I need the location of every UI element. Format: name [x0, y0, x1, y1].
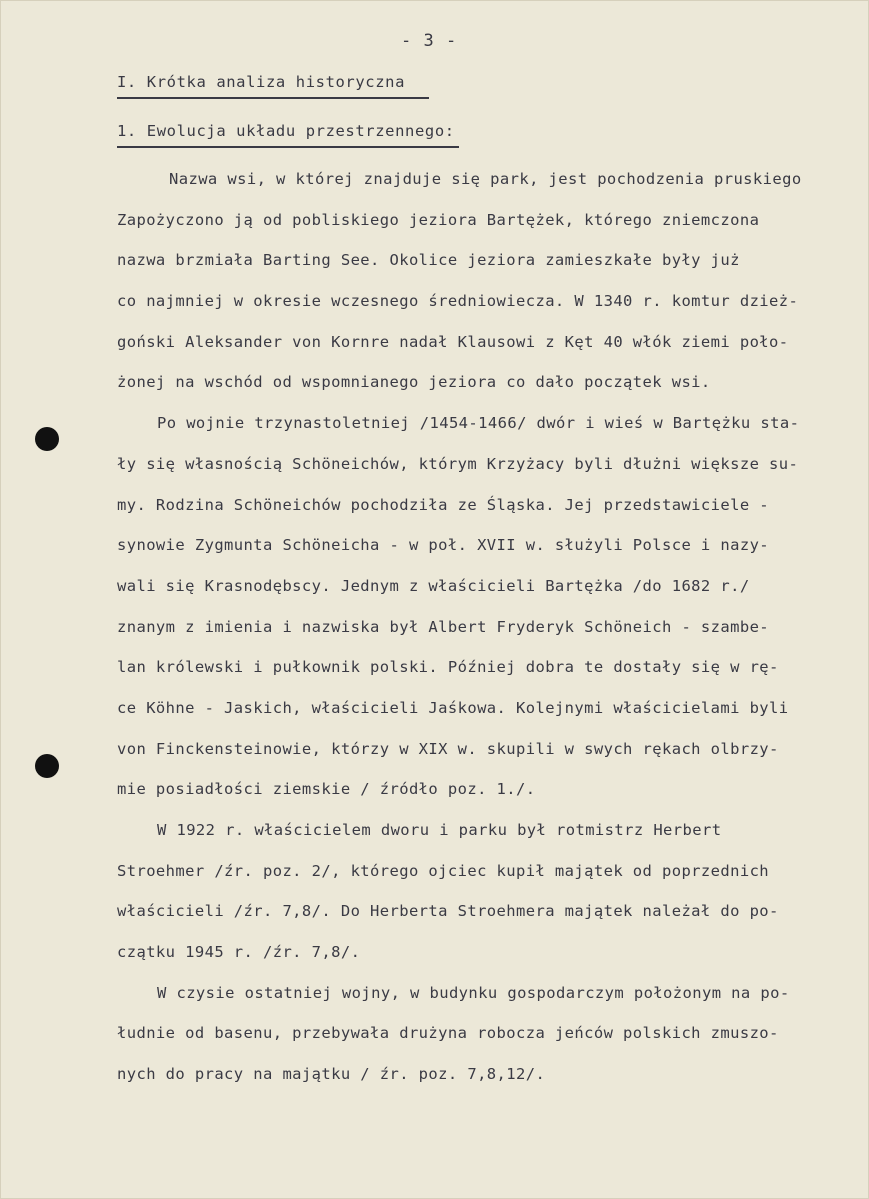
punch-hole [35, 427, 59, 451]
subsection-title: 1. Ewolucja układu przestrzennego: [117, 122, 459, 148]
text-line: żonej na wschód od wspomnianego jeziora co dało początek wsi. [117, 373, 711, 392]
text-line: ce Köhne - Jaskich, właścicieli Jaśkowa. Kolejnymi właścicielami byli [117, 698, 789, 717]
document-body [117, 159, 847, 1095]
text-line: Stroehmer /źr. poz. 2/, którego ojciec kupił majątek od poprzednich [117, 861, 770, 880]
text-line: co najmniej w okresie wczesnego średniowiecza. W 1340 r. komtur dzież- [117, 292, 799, 311]
paragraph [117, 973, 847, 1095]
section-title: I. Krótka analiza historyczna [117, 73, 429, 99]
paragraph [117, 810, 847, 973]
text-line: czątku 1945 r. /źr. 7,8/. [117, 943, 361, 962]
text-line: wali się Krasnodębscy. Jednym z właścicieli Bartężka /do 1682 r./ [117, 576, 750, 595]
text-line: nazwa brzmiała Barting See. Okolice jeziora zamieszkałe były już [117, 251, 740, 270]
text-line: my. Rodzina Schöneichów pochodziła ze Śląska. Jej przedstawiciele - [117, 495, 770, 514]
text-line: W 1922 r. właścicielem dworu i parku był rotmistrz Herbert [157, 821, 722, 839]
text-line: von Finckensteinowie, którzy w XIX w. skupili w swych rękach olbrzy- [117, 739, 779, 758]
text-line: nych do pracy na majątku / źr. poz. 7,8,12/. [117, 1065, 546, 1084]
text-line: goński Aleksander von Kornre nadał Klausowi z Kęt 40 włók ziemi poło- [117, 332, 789, 351]
text-line: ły się własnością Schöneichów, którym Krzyżacy byli dłużni większe su- [117, 454, 799, 473]
text-line: mie posiadłości ziemskie / źródło poz. 1./. [117, 780, 536, 799]
text-line: Nazwa wsi, w której znajduje się park, jest pochodzenia pruskiego [169, 170, 802, 188]
paragraph [117, 403, 847, 810]
text-line: Po wojnie trzynastoletniej /1454-1466/ dwór i wieś w Bartężku sta- [157, 414, 800, 433]
text-line: W czysie ostatniej wojny, w budynku gospodarczym położonym na po- [157, 983, 790, 1002]
text-line: synowie Zygmunta Schöneicha - w poł. XVII w. służyli Polsce i nazy- [117, 536, 770, 555]
text-line: łudnie od basenu, przebywała drużyna robocza jeńców polskich zmuszo- [117, 1024, 779, 1043]
paragraph [117, 159, 847, 403]
text-line: właścicieli /źr. 7,8/. Do Herberta Stroehmera majątek należał do po- [117, 902, 779, 921]
text-line: lan królewski i pułkownik polski. Później dobra te dostały się w rę- [117, 658, 779, 677]
page-number: - 3 - [401, 31, 458, 51]
text-line: Zapożyczono ją od pobliskiego jeziora Bartężek, którego zniemczona [117, 210, 760, 229]
punch-hole [35, 754, 59, 778]
text-line: znanym z imienia i nazwiska był Albert Fryderyk Schöneich - szambe- [117, 617, 770, 636]
